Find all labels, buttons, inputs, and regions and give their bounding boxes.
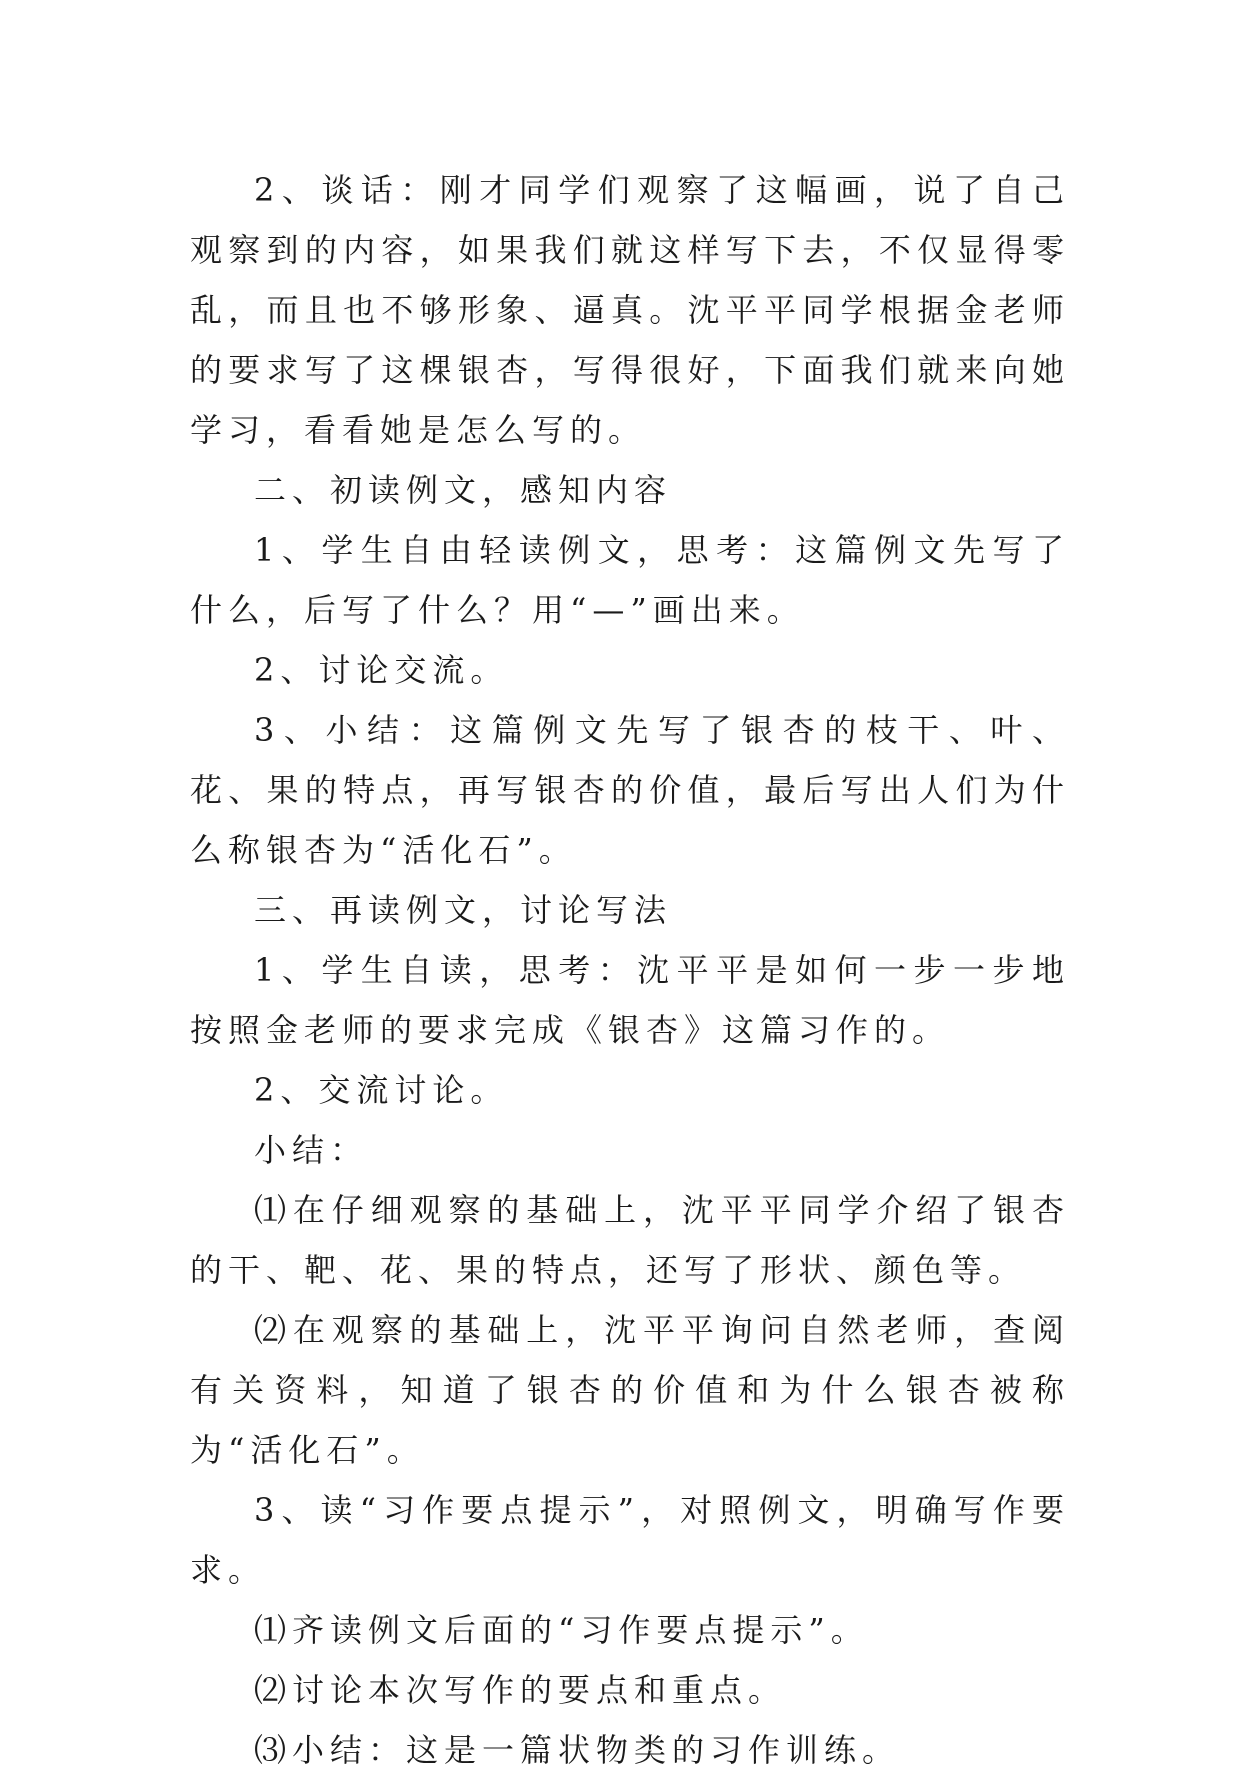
paragraph-summary-label: 小结： <box>254 1131 369 1169</box>
paragraph-point-1: ⑴在仔细观察的基础上，沈平平同学介绍了银杏的干、靶、花、果的特点，还写了形状、颜色等。 <box>190 1191 1070 1289</box>
paragraph-exchange: 2、交流讨论。 <box>254 1071 509 1109</box>
paragraph-tip-3: ⑶小结：这是一篇状物类的习作训练。 <box>254 1731 901 1769</box>
section-heading-rereading: 三、再读例文，讨论写法 <box>254 891 673 929</box>
paragraph-discussion: 2、讨论交流。 <box>254 651 509 689</box>
section-heading-first-reading: 二、初读例文，感知内容 <box>254 471 673 509</box>
paragraph-self-reading: 1、学生自读，思考：沈平平是如何一步一步地按照金老师的要求完成《银杏》这篇习作的。 <box>190 951 1070 1049</box>
paragraph-summary-1: 3、小结：这篇例文先写了银杏的枝干、叶、花、果的特点，再写银杏的价值，最后写出人们为什么称银杏为“活化石”。 <box>190 711 1070 869</box>
paragraph-free-reading: 1、学生自由轻读例文，思考：这篇例文先写了什么，后写了什么？用“—”画出来。 <box>190 531 1070 629</box>
document-page <box>190 160 1070 1780</box>
paragraph-talk: 2、谈话：刚才同学们观察了这幅画，说了自己观察到的内容，如果我们就这样写下去，不仅显得零乱，而且也不够形象、逼真。沈平平同学根据金老师的要求写了这棵银杏，写得很好，下面我们就来向她学习，看看她是怎么写的。 <box>190 171 1070 449</box>
paragraph-tip-1: ⑴齐读例文后面的“习作要点提示”。 <box>254 1611 869 1649</box>
paragraph-read-tips: 3、读“习作要点提示”，对照例文，明确写作要求。 <box>190 1491 1070 1589</box>
paragraph-tip-2: ⑵讨论本次写作的要点和重点。 <box>254 1671 787 1709</box>
paragraph-point-2: ⑵在观察的基础上，沈平平询问自然老师，查阅有关资料，知道了银杏的价值和为什么银杏被称为“活化石”。 <box>190 1311 1070 1469</box>
